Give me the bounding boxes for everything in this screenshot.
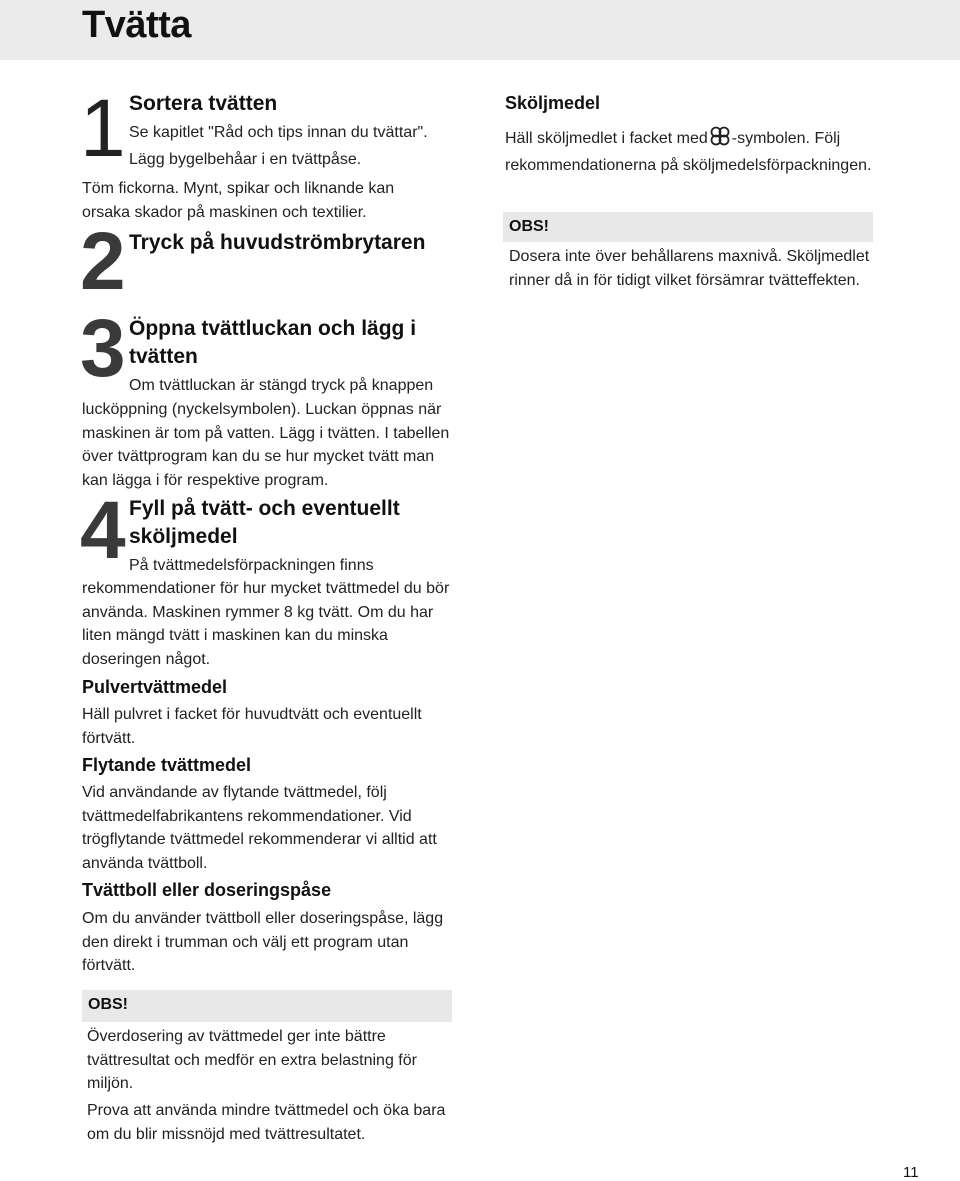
- step-4-first-line: På tvättmedelsförpackningen finns: [129, 557, 374, 574]
- step-3-title-line-1: Öppna tvättluckan och lägg i: [129, 317, 417, 340]
- page-title: Tvätta: [82, 4, 191, 46]
- section-flytande-heading: Flytande tvättmedel: [82, 755, 252, 775]
- step-4-title-line-1: Fyll på tvätt- och eventuellt: [129, 497, 400, 520]
- step-3-first-line: Om tvättluckan är stängd tryck på knappen: [129, 377, 434, 394]
- section-pulver-heading: Pulvertvättmedel: [82, 677, 228, 697]
- section-tvattboll-text: Om du använder tvättboll eller doseringspåse, lägg den direkt i trumman och välj ett program utan förtvätt.: [82, 910, 444, 974]
- obs-left-paragraph-2: Prova att använda mindre tvättmedel och öka bara om du blir missnöjd med tvättresultatet.: [87, 1102, 446, 1143]
- obs-left-paragraph-1: Överdosering av tvättmedel ger inte bättre tvättresultat och medför en extra belastning för miljön.: [87, 1028, 417, 1092]
- step-1-title: Sortera tvätten: [129, 92, 278, 115]
- skoljmedel-text: [505, 126, 885, 177]
- step-4-paragraph: rekommendationer för hur mycket tvättmedel du bör använda. Maskinen rymmer 8 kg tvätt. Om du har liten mängd tvätt i maskinen kan du minska doseringen något.: [82, 580, 450, 668]
- step-1-line-2: Lägg bygelbehåar i en tvättpåse.: [129, 151, 362, 168]
- step-3-number: 3: [80, 303, 124, 394]
- section-flytande-text: Vid användande av flytande tvättmedel, följ tvättmedelfabrikantens rekommendationer. Vid trögflytande tvättmedel rekommenderar vi alltid att använda tvättboll.: [82, 784, 437, 872]
- obs-right-label: OBS!: [503, 212, 873, 242]
- step-3-paragraph: lucköppning (nyckelsymbolen). Luckan öppnas när maskinen är tom på vatten. Lägg i tvätten. I tabellen över tvättprogram kan du se hur mycket tvätt man kan lägga i för respektive program.: [82, 401, 450, 489]
- step-2-number: 2: [80, 216, 124, 307]
- step-2-title: Tryck på huvudströmbrytaren: [129, 231, 426, 254]
- step-1-number: 1: [80, 83, 124, 174]
- skoljmedel-text-before: Häll sköljmedlet i facket med: [505, 130, 708, 147]
- obs-right-text: Dosera inte över behållarens maxnivå. Sköljmedlet rinner då in för tidigt vilket försämrar tvätteffekten.: [509, 248, 870, 289]
- page-header: [0, 0, 960, 60]
- step-1-paragraph: Töm fickorna. Mynt, spikar och liknande kan orsaka skador på maskinen och textilier.: [82, 180, 395, 221]
- section-tvattboll-heading: Tvättboll eller doseringspåse: [82, 880, 332, 900]
- section-pulver-text: Häll pulvret i facket för huvudtvätt och eventuellt förtvätt.: [82, 706, 422, 747]
- step-1-line-1: Se kapitlet "Råd och tips innan du tvättar".: [129, 124, 428, 141]
- step-4-number: 4: [80, 485, 124, 576]
- skoljmedel-heading: Sköljmedel: [505, 93, 601, 113]
- obs-left-label: OBS!: [82, 990, 452, 1022]
- page-number: 11: [903, 1164, 919, 1181]
- step-4-title-line-2: sköljmedel: [129, 525, 238, 548]
- skoljmedel-text-after: -symbolen. Följ rekommendationerna på sköljmedelsförpackningen.: [505, 130, 872, 174]
- step-3-title-line-2: tvätten: [129, 345, 198, 368]
- flower-icon: [709, 126, 731, 154]
